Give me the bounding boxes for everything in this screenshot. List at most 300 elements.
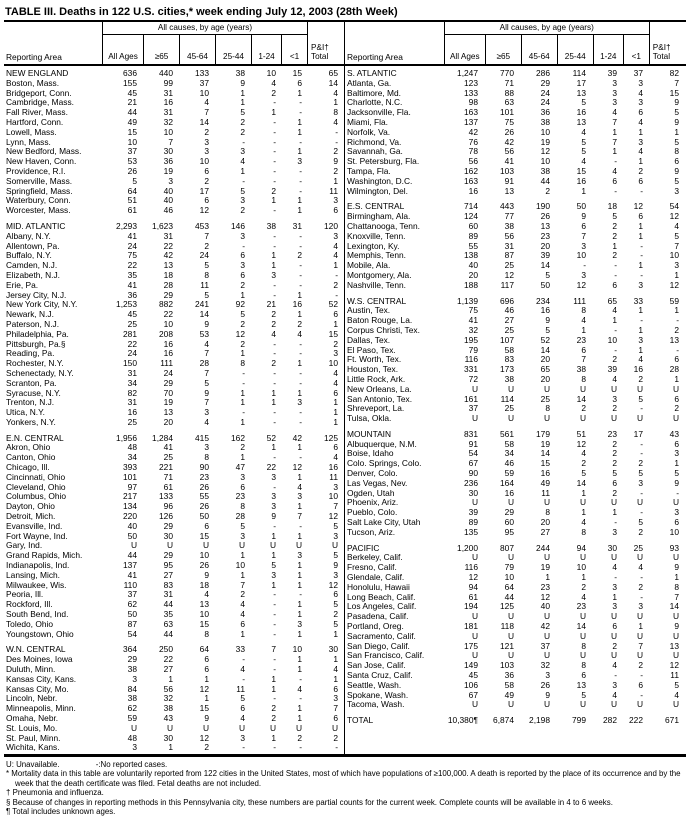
value-cell: 10 [199,156,209,167]
value-cell: 88 [504,87,514,98]
mortality-table [4,20,686,757]
value-cell: 188 [464,279,478,290]
value-cell: 6 [674,517,679,528]
value-cell: 58 [504,438,514,449]
value-cell: 4 [638,87,643,98]
value-cell: 2 [612,230,617,241]
value-cell: 29 [127,654,137,665]
value-cell: 2 [333,732,338,743]
value-cell: 2 [204,742,209,753]
value-cell: - [273,205,276,216]
reporting-area-cell: MID. ATLANTIC [6,221,66,231]
value-cell: 6 [674,393,679,404]
value-cell: 1 [297,713,302,723]
value-cell: 1 [297,126,302,137]
value-cell: 2 [240,116,245,127]
value-cell: U [610,630,617,641]
value-cell: 222 [629,715,643,726]
table-row [4,398,344,408]
reporting-area-cell: NEW ENGLAND [6,69,69,78]
value-cell: 10 [163,126,173,137]
table-row [4,463,344,473]
reporting-area-cell: Des Moines, Iowa [6,655,73,665]
value-cell: 15 [127,126,137,137]
value-cell: 3 [612,97,617,108]
value-cell: 38 [504,220,514,231]
value-cell: 137 [123,560,137,571]
table-section [345,69,686,196]
table-row [4,743,344,753]
value-cell: 4 [271,328,276,339]
value-cell: - [614,185,617,196]
value-cell: 42 [468,126,478,137]
value-cell: 1 [333,673,338,684]
table-row [4,167,344,177]
value-cell: 1 [168,673,173,684]
age-group-header [444,22,650,64]
value-cell: 91 [504,175,514,186]
pi-total-header [650,22,686,64]
value-cell: 42 [163,250,173,261]
table-row [345,691,686,701]
reporting-area-cell: Washington, D.C. [347,176,413,186]
value-cell: 35 [163,609,173,620]
table-section [345,297,686,424]
value-cell: 3 [612,77,617,88]
value-cell: 5 [612,211,617,222]
value-cell: 10 [540,126,550,137]
value-cell: - [640,670,643,681]
table-header-right [345,22,686,66]
reporting-area-cell: Evansville, Ind. [6,521,63,531]
value-cell: 18 [199,579,209,590]
value-cell: 125 [500,601,514,612]
value-cell: 30 [468,487,478,498]
value-cell: 561 [500,428,514,439]
value-cell: 22 [163,654,173,665]
value-cell: 331 [464,364,478,375]
value-cell: 138 [464,250,478,261]
value-cell: 1,253 [116,299,137,310]
value-cell: 37 [633,68,643,78]
reporting-area-cell: Ogden, Utah [347,488,395,498]
value-cell: 11 [236,683,245,694]
value-cell: 19 [540,438,550,449]
value-cell: U [471,552,478,563]
reporting-area-cell: Trenton, N.J. [6,398,55,408]
reporting-area-cell: Syracuse, N.Y. [6,388,61,398]
value-cell: 2 [297,318,302,329]
value-cell: 28 [235,511,245,522]
value-cell: 25 [504,403,514,414]
value-cell: 84 [127,683,137,694]
value-cell: 5 [204,260,209,271]
value-cell: 1 [674,305,679,316]
value-cell: 155 [123,77,137,88]
value-cell: U [672,611,679,622]
value-cell: 3 [638,97,643,108]
reporting-area-cell: Rochester, N.Y. [6,359,64,369]
value-cell: 3 [297,550,302,561]
value-cell: 4 [638,354,643,365]
value-cell: 1 [612,146,617,157]
table-row [345,202,686,212]
value-cell: 45 [127,309,137,320]
table-row [4,590,344,600]
value-cell: - [640,269,643,280]
value-cell: 31 [292,220,302,231]
value-cell: - [299,377,302,388]
table-row [4,694,344,704]
value-cell: - [242,673,245,684]
value-cell: 16 [163,348,173,359]
value-cell: 2 [271,185,276,196]
value-cell: - [299,520,302,531]
value-cell: - [273,664,276,675]
value-cell: 4 [240,609,245,620]
value-cell: 6 [638,679,643,690]
table-row [345,232,686,242]
value-cell: 3 [333,693,338,704]
value-cell: 2 [638,526,643,537]
value-cell: 3 [240,230,245,241]
value-cell: 181 [464,621,478,632]
value-cell: 2 [545,185,550,196]
value-cell: 116 [464,562,478,573]
value-cell: 1 [333,397,338,408]
reporting-area-cell: St. Paul, Minn. [6,733,61,743]
value-cell: 44 [163,628,173,639]
value-cell: U [579,699,586,710]
value-cell: 6 [674,354,679,365]
value-cell: 4 [612,689,617,700]
value-cell: 7 [204,397,209,408]
value-cell: - [273,407,276,418]
value-cell: 5 [674,175,679,186]
table-row [345,365,686,375]
value-cell: - [614,517,617,528]
value-cell: 34 [504,448,514,459]
value-cell: - [299,269,302,280]
value-cell: - [273,156,276,167]
value-cell: 4 [612,165,617,176]
table-row [345,583,686,593]
value-cell: 2 [612,220,617,231]
value-cell: 38 [266,220,276,231]
value-cell: 10 [266,68,276,78]
value-cell: 10,380¶ [447,715,478,726]
table-row [4,434,344,444]
reporting-area-cell: Houston, Tex. [347,365,399,375]
value-cell: 14 [540,344,550,355]
value-cell: 37 [127,146,137,157]
value-cell: 38 [540,165,550,176]
value-cell: 37 [540,640,550,651]
table-row [4,512,344,522]
value-cell: 1 [240,165,245,176]
value-cell: - [335,269,338,280]
value-cell: - [676,315,679,326]
value-cell: 39 [607,364,617,375]
value-cell: 29 [163,550,173,561]
reporting-area-cell: Austin, Tex. [347,306,391,316]
table-row [345,385,686,395]
table-row [345,222,686,232]
table-row [345,528,686,538]
value-cell: 25 [127,416,137,427]
value-cell: 6 [333,683,338,694]
value-cell: 56 [504,230,514,241]
value-cell: 1 [271,195,276,206]
value-cell: 6 [240,481,245,492]
value-cell: 21 [266,299,276,310]
value-cell: 25 [504,324,514,335]
value-cell: 1 [638,344,643,355]
footnote: † Pneumonia and influenza. [6,788,104,798]
value-cell: 1 [333,407,338,418]
value-cell: 5 [271,560,276,571]
value-cell: 4 [333,452,338,463]
value-cell: 6 [612,175,617,186]
value-cell: U [543,650,550,661]
reporting-area-cell: Ft. Worth, Tex. [347,355,402,365]
table-section [345,544,686,711]
value-cell: 3 [204,407,209,418]
reporting-area-cell: Las Vegas, Nev. [347,478,408,488]
value-cell: 12 [328,511,338,522]
value-cell: 1 [333,260,338,271]
value-cell: 2 [581,458,586,469]
value-cell: 64 [199,644,209,655]
value-cell: 179 [536,428,550,439]
value-cell: 4 [333,367,338,378]
value-cell: 28 [669,364,679,375]
reporting-area-cell: New Bedford, Mass. [6,147,82,157]
value-cell: - [273,279,276,290]
value-cell: 31 [504,240,514,251]
value-cell: 51 [576,428,586,439]
value-cell: 38 [576,364,586,375]
value-cell: 3 [545,670,550,681]
value-cell: 4 [581,517,586,528]
table-row [345,489,686,499]
value-cell: 29 [163,377,173,388]
value-cell: 696 [500,295,514,306]
value-cell: 16 [163,97,173,108]
table-row [345,79,686,89]
value-cell: 6 [240,618,245,629]
table-row [345,157,686,167]
value-cell: 14 [199,116,209,127]
value-cell: 882 [159,299,173,310]
reporting-area-cell: E.N. CENTRAL [6,433,64,443]
reporting-area-cell: Lansing, Mich. [6,570,60,580]
value-cell: - [640,448,643,459]
value-cell: - [273,165,276,176]
value-cell: 5 [333,618,338,629]
value-cell: 3 [612,581,617,592]
value-cell: 3 [132,742,137,753]
value-cell: U [543,497,550,508]
value-cell: 31 [163,107,173,118]
value-cell: 1 [545,572,550,583]
table-section [345,430,686,538]
value-cell: U [543,611,550,622]
value-cell: 59 [504,468,514,479]
value-cell: 40 [127,520,137,531]
value-cell: 5 [638,393,643,404]
value-cell: - [299,589,302,600]
value-cell: 23 [199,471,209,482]
value-cell: 32 [163,116,173,127]
reporting-area-cell: Chicago, Ill. [6,463,50,473]
value-cell: 83 [504,354,514,365]
reporting-area-cell: Philadelphia, Pa. [6,329,69,339]
value-cell: 7 [168,136,173,147]
reporting-area-cell: Seattle, Wash. [347,680,402,690]
value-cell: 22 [127,260,137,271]
value-cell: 19 [540,562,550,573]
value-cell: 7 [333,501,338,512]
value-cell: 13 [163,407,173,418]
value-cell: 5 [612,468,617,479]
value-cell: - [273,693,276,704]
table-row [4,551,344,561]
value-cell: 1 [674,458,679,469]
value-cell: 30 [163,732,173,743]
reporting-area-cell: Charlotte, N.C. [347,98,403,108]
value-cell: 250 [159,644,173,655]
value-cell: 41 [127,279,137,290]
value-cell: 90 [199,462,209,473]
value-cell: 3 [240,732,245,743]
reporting-area-cell: Bridgeport, Conn. [6,88,72,98]
pi-total-header [308,22,344,64]
value-cell: 163 [464,175,478,186]
value-cell: 61 [468,591,478,602]
value-cell: 11 [541,487,550,498]
value-cell: 1 [297,387,302,398]
value-cell: 2 [204,126,209,137]
value-cell: 5 [638,517,643,528]
value-cell: 56 [468,156,478,167]
table-row [345,573,686,583]
table-row [4,157,344,167]
value-cell: 28 [163,279,173,290]
value-cell: 71 [504,77,514,88]
value-cell: 164 [500,477,514,488]
value-cell: 123 [464,77,478,88]
value-cell: 10 [292,644,302,655]
value-cell: 42 [292,432,302,443]
value-cell: 9 [674,97,679,108]
value-cell: 77 [504,211,514,222]
value-cell: 6 [204,195,209,206]
table-row [4,251,344,261]
value-cell: 1 [297,703,302,714]
value-cell: 44 [163,599,173,610]
value-cell: U [295,722,302,733]
value-cell: 37 [199,77,209,88]
reporting-area-cell: Fort Wayne, Ind. [6,531,68,541]
value-cell: U [166,722,173,733]
table-row [4,177,344,187]
reporting-area-cell: San Diego, Calif. [347,641,410,651]
value-cell: 50 [127,530,137,541]
value-cell: 2 [240,126,245,137]
value-cell: 38 [540,116,550,127]
value-cell: 31 [127,367,137,378]
reporting-area-cell: W.N. CENTRAL [6,645,66,655]
value-cell: - [273,599,276,610]
value-cell: 195 [464,334,478,345]
age-group-label: All causes, by age (years) [103,22,307,35]
value-cell: 46 [504,458,514,469]
reporting-area-cell: Pittsburgh, Pa.§ [6,339,66,349]
value-cell: 1 [638,621,643,632]
value-cell: - [299,452,302,463]
reporting-area-cell: Cleveland, Ohio [6,482,66,492]
value-cell: 1 [297,87,302,98]
value-cell: 24 [127,240,137,251]
value-cell: 5 [240,107,245,118]
value-cell: 13 [576,87,586,98]
value-cell: 1 [674,373,679,384]
value-cell: 76 [468,136,478,147]
value-cell: 1 [297,530,302,541]
reporting-area-cell: Knoxville, Tenn. [347,231,406,241]
value-cell: 1 [333,97,338,108]
table-row [345,469,686,479]
value-cell: 67 [468,458,478,469]
value-cell: 4 [240,156,245,167]
value-cell: 46 [163,205,173,216]
value-cell: - [335,289,338,300]
value-cell: 40 [163,195,173,206]
reporting-area-cell: Phoenix, Ariz. [347,498,399,508]
value-cell: 95 [163,560,173,571]
value-cell: 27 [163,664,173,675]
value-cell: 1 [674,269,679,280]
value-cell: 30 [328,644,338,655]
value-cell: 236 [464,477,478,488]
value-cell: - [273,126,276,137]
value-cell: 5 [638,468,643,479]
reporting-area-cell: W.S. CENTRAL [347,296,407,306]
value-cell: 6 [333,713,338,723]
value-cell: 3 [612,601,617,612]
value-cell: 20 [540,240,550,251]
value-cell: 1 [240,97,245,108]
value-cell: 2 [612,640,617,651]
value-cell: 59 [127,713,137,723]
value-cell: 5 [333,550,338,561]
table-row [4,138,344,148]
value-cell: U [579,413,586,424]
value-cell: 25 [504,260,514,271]
value-cell: 2,293 [116,220,137,231]
value-cell: 6 [204,520,209,531]
value-cell: U [543,699,550,710]
value-cell: 23 [576,334,586,345]
reporting-area-cell: Cambridge, Mass. [6,98,74,108]
value-cell: 1 [271,442,276,453]
value-cell: 4 [638,562,643,573]
value-cell: 27 [163,569,173,580]
value-cell: 101 [500,107,514,118]
value-cell: 1 [271,579,276,590]
value-cell: 101 [123,471,137,482]
